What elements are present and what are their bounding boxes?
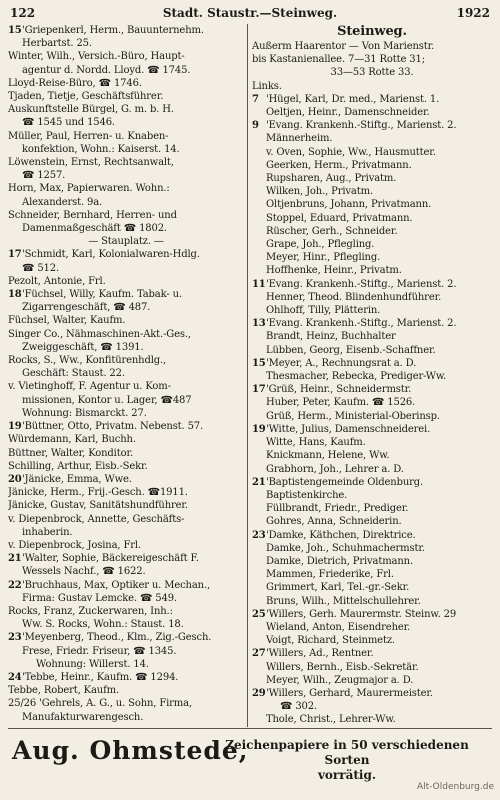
entry-text: Oltjenbruns, Johann, Privatmann. [266, 199, 432, 211]
directory-line [252, 410, 492, 423]
house-number: 22 [8, 579, 22, 591]
directory-line [8, 116, 244, 129]
entry-text: Bruns, Wilh., Mittelschullehrer. [266, 595, 421, 607]
house-number: 25 [252, 608, 266, 620]
entry-text: ☎ 1257. [22, 170, 66, 182]
entry-text: Oeltjen, Heinr., Damenschneider. [266, 107, 430, 119]
entry-text: 'Grüß, Heinr., Schneidermstr. [266, 384, 412, 396]
directory-line [8, 407, 244, 420]
entry-text: Meyer, Wilh., Zeugmajor a. D. [266, 674, 414, 686]
entry-text: Voigt, Richard, Steinmetz. [266, 635, 395, 647]
entry-text: Firma: Gustav Lemcke. ☎ 549. [22, 592, 177, 604]
entry-text: Links. [252, 80, 282, 92]
directory-line [252, 330, 492, 343]
directory-line [252, 383, 492, 396]
entry-text: Meyer, Hinr., Pflegling. [266, 252, 381, 264]
directory-line [252, 555, 492, 568]
entry-text: 'Tebbe, Heinr., Kaufm. ☎ 1294. [22, 671, 179, 683]
entry-text: 33—53 Rotte 33. [330, 67, 414, 79]
entry-text: Geschäft: Staust. 22. [22, 368, 125, 380]
directory-line [252, 344, 492, 357]
directory-line [8, 367, 244, 380]
entry-text: 'Willers, Gerhard, Maurermeister. [266, 687, 433, 699]
advertisement [8, 734, 492, 782]
directory-line [252, 674, 492, 687]
entry-text: Grabhorn, Joh., Lehrer a. D. [266, 463, 404, 475]
directory-line [8, 328, 244, 341]
entry-text: Huber, Peter, Kaufm. ☎ 1526. [266, 397, 416, 409]
directory-line [252, 529, 492, 542]
advert-tagline [222, 738, 472, 783]
entry-text: Auskunftstelle Bürgel, G. m. b. H. [8, 104, 174, 116]
entry-text: missionen, Kontor u. Lager, ☎487 [22, 394, 192, 406]
section-heading [252, 24, 492, 40]
directory-line [8, 262, 244, 275]
directory-line [252, 278, 492, 291]
entry-text: 'Meyer, A., Rechnungsrat a. D. [266, 357, 417, 369]
directory-line [8, 209, 244, 222]
directory-line [252, 225, 492, 238]
entry-text: 'Willers, Gerh. Maurermstr. Steinw. 29 [266, 608, 457, 620]
entry-text: Damke, Joh., Schuhmachermstr. [266, 542, 425, 554]
advert-divider [8, 728, 492, 729]
directory-line [8, 645, 244, 658]
directory-line [252, 463, 492, 476]
entry-text: Frese, Friedr. Friseur, ☎ 1345. [22, 645, 177, 657]
entry-text: Henner, Theod. Blindenhundführer. [266, 291, 442, 303]
directory-line [8, 24, 244, 37]
directory-line [252, 357, 492, 370]
entry-text: Gohres, Anna, Schneiderin. [266, 516, 402, 528]
entry-text: v. Diepenbrock, Josina, Frl. [8, 539, 141, 551]
entry-text: 'Witte, Julius, Damenschneiderei. [266, 423, 431, 435]
directory-line [252, 489, 492, 502]
directory-line [8, 156, 244, 169]
house-number: 19 [8, 421, 22, 433]
entry-text: Hoffhenke, Heinr., Privatm. [266, 265, 402, 277]
entry-text: Grüß, Herm., Ministerial-Oberinsp. [266, 410, 440, 422]
directory-line [8, 552, 244, 565]
directory-line [252, 700, 492, 713]
entry-text: Lübben, Georg, Eisenb.-Schaffner. [266, 344, 436, 356]
directory-line [252, 581, 492, 594]
directory-line [8, 486, 244, 499]
house-number: 29 [252, 687, 266, 699]
entry-text: 'Griepenkerl, Herm., Bauunternehm. [22, 25, 204, 36]
year-right: 1922 [456, 6, 490, 20]
directory-line [8, 341, 244, 354]
entry-text: Winter, Wilh., Versich.-Büro, Haupt- [8, 51, 185, 63]
house-number: 17 [252, 384, 266, 396]
entry-text: 'Damke, Käthchen, Direktrice. [266, 529, 416, 541]
entry-text: ☎ 302. [280, 701, 318, 713]
house-number: 13 [252, 318, 266, 330]
entry-text: Rocks, S., Ww., Konfitürenhdlg., [8, 355, 167, 367]
directory-line [8, 77, 244, 90]
directory-line [252, 198, 492, 211]
page-number-left: 122 [10, 6, 36, 20]
directory-line [8, 565, 244, 578]
directory-line [8, 130, 244, 143]
house-number: 15 [252, 357, 266, 369]
entry-text: Würdemann, Karl, Buchh. [8, 434, 136, 446]
entry-text: agentur d. Nordd. Lloyd. ☎ 1745. [22, 64, 191, 76]
entry-text: Brandt, Heinz, Buchhalter [266, 331, 396, 343]
entry-text: Grimmert, Karl, Tel.-gr.-Sekr. [266, 582, 410, 594]
directory-line [8, 143, 244, 156]
directory-line [8, 618, 244, 631]
entry-text: Rocks, Franz, Zuckerwaren, Inh.: [8, 605, 173, 617]
entry-text: 25/26 'Gehrels, A. G., u. Sohn, Firma, [8, 698, 192, 710]
directory-line [8, 103, 244, 116]
entry-text: 'Walter, Sophie, Bäckereigeschäft F. [22, 553, 199, 565]
directory-line [252, 396, 492, 409]
entry-text: Willers, Bernh., Eisb.-Sekretär. [266, 661, 419, 673]
house-number: 7 [252, 93, 259, 105]
entry-text: v. Diepenbrock, Annette, Geschäfts- [8, 513, 185, 525]
entry-text: Knickmann, Helene, Ww. [266, 450, 390, 462]
directory-line [252, 713, 492, 726]
directory-line [252, 661, 492, 674]
directory-line [252, 93, 492, 106]
directory-line [252, 185, 492, 198]
entry-text: ☎ 512. [22, 262, 60, 274]
entry-text: Jänicke, Gustav, Sanitätshundführer. [8, 500, 188, 512]
entry-text: 'Hügel, Karl, Dr. med., Marienst. 1. [266, 93, 440, 105]
entry-text: Grape, Joh., Pflegling. [266, 239, 375, 251]
entry-text: Mammen, Friederike, Frl. [266, 569, 394, 581]
house-number: 27 [252, 648, 266, 660]
entry-text: Wessels Nachf., ☎ 1622. [22, 566, 146, 578]
entry-text: Alexanderst. 9a. [22, 196, 103, 208]
entry-text: Horn, Max, Papierwaren. Wohn.: [8, 183, 170, 195]
directory-line [8, 64, 244, 77]
directory-line [8, 579, 244, 592]
directory-line [8, 420, 244, 433]
house-number: 9 [252, 120, 259, 132]
entry-text: Füchsel, Walter, Kaufm. [8, 315, 126, 327]
directory-line [8, 473, 244, 486]
entry-text: Steinweg. [337, 24, 407, 39]
directory-line [252, 542, 492, 555]
directory-line [252, 212, 492, 225]
entry-text: Baptistenkirche. [266, 489, 348, 501]
directory-line [8, 314, 244, 327]
entry-text: 'Evang. Krankenh.-Stiftg., Marienst. 2. [266, 120, 457, 132]
entry-text: Witte, Hans, Kaufm. [266, 437, 366, 449]
entry-text: Geerken, Herm., Privatmann. [266, 159, 412, 171]
entry-text: Rüscher, Gerh., Schneider. [266, 225, 398, 237]
house-number: 20 [8, 473, 22, 485]
column-divider [247, 24, 248, 727]
directory-line [8, 50, 244, 63]
entry-text: v. Vietinghoff, F. Agentur u. Kom- [8, 381, 171, 393]
entry-text: Tjaden, Tietje, Geschäftsführer. [8, 91, 164, 103]
advert-tagline-line: vorrätig. [317, 768, 377, 782]
advert-brand: Aug. Ohmstede, [12, 736, 249, 765]
directory-line [8, 499, 244, 512]
entry-text: Ww. S. Rocks, Wohn.: Staust. 18. [22, 619, 184, 631]
directory-line [252, 370, 492, 383]
directory-line [252, 423, 492, 436]
directory-line [252, 317, 492, 330]
directory-line [252, 595, 492, 608]
directory-line [8, 248, 244, 261]
running-title: Stadt. Staustr.—Steinweg. [162, 6, 338, 20]
house-number: 21 [252, 476, 266, 488]
directory-line [8, 447, 244, 460]
directory-line [8, 196, 244, 209]
directory-line [252, 634, 492, 647]
directory-line [252, 159, 492, 172]
directory-line [252, 291, 492, 304]
directory-line [252, 621, 492, 634]
entry-text: Schilling, Arthur, Eisb.-Sekr. [8, 460, 148, 472]
directory-line [252, 687, 492, 700]
entry-text: inhaberin. [22, 526, 73, 538]
directory-line [252, 647, 492, 660]
directory-line [252, 238, 492, 251]
directory-line [8, 301, 244, 314]
directory-line [252, 502, 492, 515]
entry-text: Schneider, Bernhard, Herren- und [8, 209, 177, 221]
entry-text: Herbartst. 25. [22, 38, 92, 50]
directory-line [252, 53, 492, 66]
house-number: 21 [8, 553, 22, 565]
entry-text: 'Jänicke, Emma, Wwe. [22, 473, 132, 485]
directory-line [8, 288, 244, 301]
entry-text: Zigarrengeschäft, ☎ 487. [22, 302, 151, 314]
entry-text: Außerm Haarentor — Von Marienstr. [252, 41, 435, 52]
directory-line [8, 671, 244, 684]
directory-line [252, 172, 492, 185]
directory-line [252, 608, 492, 621]
directory-line [8, 684, 244, 697]
entry-text: konfektion, Wohn.: Kaiserst. 14. [22, 143, 180, 155]
directory-line [8, 37, 244, 50]
entry-text: Ohlhoff, Tilly, Plätterin. [266, 305, 381, 317]
entry-text: Wohnung: Bismarckt. 27. [22, 407, 147, 419]
entry-text: Lloyd-Reise-Büro, ☎ 1746. [8, 77, 142, 89]
directory-line [8, 460, 244, 473]
entry-text: v. Oven, Sophie, Ww., Hausmutter. [266, 146, 436, 158]
entry-text: ☎ 1545 und 1546. [22, 117, 115, 129]
entry-text: Pezolt, Antonie, Frl. [8, 275, 106, 287]
entry-text: Füllbrandt, Friedr., Prediger. [266, 503, 409, 515]
directory-line [252, 106, 492, 119]
entry-text: Rupsharen, Aug., Privatm. [266, 173, 397, 185]
directory-line [8, 182, 244, 195]
directory-line [8, 169, 244, 182]
directory-line [8, 711, 244, 724]
entry-text: 'Büttner, Otto, Privatm. Nebenst. 57. [22, 421, 204, 433]
entry-text: Müller, Paul, Herren- u. Knaben- [8, 130, 169, 142]
page-header [10, 6, 490, 22]
entry-text: 'Schmidt, Karl, Kolonialwaren-Hdlg. [22, 249, 200, 261]
entry-text: Thesmacher, Rebecka, Prediger-Ww. [266, 371, 447, 383]
directory-line [8, 658, 244, 671]
entry-text: 'Füchsel, Willy, Kaufm. Tabak- u. [22, 289, 182, 301]
directory-line [252, 449, 492, 462]
entry-text: 'Evang. Krankenh.-Stiftg., Marienst. 2. [266, 318, 457, 330]
house-number: 24 [8, 671, 22, 683]
entry-text: Löwenstein, Ernst, Rechtsanwalt, [8, 157, 174, 169]
entry-text: Manufakturwarengesch. [22, 711, 144, 723]
directory-line [252, 80, 492, 93]
directory-line [252, 476, 492, 489]
directory-line [252, 66, 492, 79]
directory-line [8, 697, 244, 710]
house-number: 11 [252, 278, 266, 290]
entry-text: Männerheim. [266, 133, 333, 145]
directory-line [252, 40, 492, 53]
right-column [252, 24, 492, 727]
entry-text: Stoppel, Eduard, Privatmann. [266, 212, 413, 224]
house-number: 23 [8, 632, 22, 644]
directory-line [8, 539, 244, 552]
house-number: 17 [8, 249, 22, 261]
directory-line [252, 264, 492, 277]
directory-line [252, 132, 492, 145]
directory-line [8, 513, 244, 526]
advert-tagline-line: Zeichenpapiere in 50 verschiedenen Sorten [225, 738, 469, 767]
directory-line [252, 436, 492, 449]
entry-text: 'Baptistengemeinde Oldenburg. [266, 476, 424, 488]
entry-text: Wohnung: Willerst. 14. [36, 658, 149, 670]
directory-line [8, 275, 244, 288]
directory-line [8, 631, 244, 644]
directory-line [8, 380, 244, 393]
directory-line [252, 568, 492, 581]
entry-text: Wilken, Joh., Privatm. [266, 186, 373, 198]
directory-line [8, 90, 244, 103]
directory-line [8, 354, 244, 367]
directory-line [252, 119, 492, 132]
directory-line [8, 235, 244, 248]
house-number: 15 [8, 25, 22, 36]
entry-text: Singer Co., Nähmaschinen-Akt.-Ges., [8, 328, 191, 340]
entry-text: Jänicke, Herm., Frij.-Gesch. ☎1911. [8, 487, 188, 499]
entry-text: — Stauplatz. — [88, 236, 164, 248]
entry-text: Damenmaßgeschäft ☎ 1802. [22, 223, 167, 235]
entry-text: Zweiggeschäft, ☎ 1391. [22, 341, 144, 353]
directory-line [252, 251, 492, 264]
entry-text: 'Meyenberg, Theod., Klm., Zig.-Gesch. [22, 632, 212, 644]
house-number: 23 [252, 529, 266, 541]
directory-line [8, 394, 244, 407]
house-number: 19 [252, 423, 266, 435]
entry-text: Büttner, Walter, Konditor. [8, 447, 134, 459]
directory-line [8, 222, 244, 235]
entry-text: 'Willers, Ad., Rentner. [266, 648, 374, 660]
entry-text: Damke, Dietrich, Privatmann. [266, 555, 413, 567]
directory-line [252, 304, 492, 317]
entry-text: 'Bruchhaus, Max, Optiker u. Mechan., [22, 579, 210, 591]
directory-line [252, 515, 492, 528]
directory-line [252, 146, 492, 159]
directory-line [8, 605, 244, 618]
entry-text: Wieland, Anton, Eisendreher. [266, 621, 411, 633]
watermark: Alt-Oldenburg.de [416, 782, 494, 792]
entry-text: Thole, Christ., Lehrer-Ww. [266, 714, 396, 726]
entry-text: bis Kastanienallee. 7—31 Rotte 31; [252, 54, 425, 66]
directory-line [8, 592, 244, 605]
left-column [8, 24, 244, 724]
directory-line [8, 526, 244, 539]
directory-line [8, 433, 244, 446]
house-number: 18 [8, 289, 22, 301]
entry-text: 'Evang. Krankenh.-Stiftg., Marienst. 2. [266, 278, 457, 290]
entry-text: Tebbe, Robert, Kaufm. [8, 685, 120, 697]
